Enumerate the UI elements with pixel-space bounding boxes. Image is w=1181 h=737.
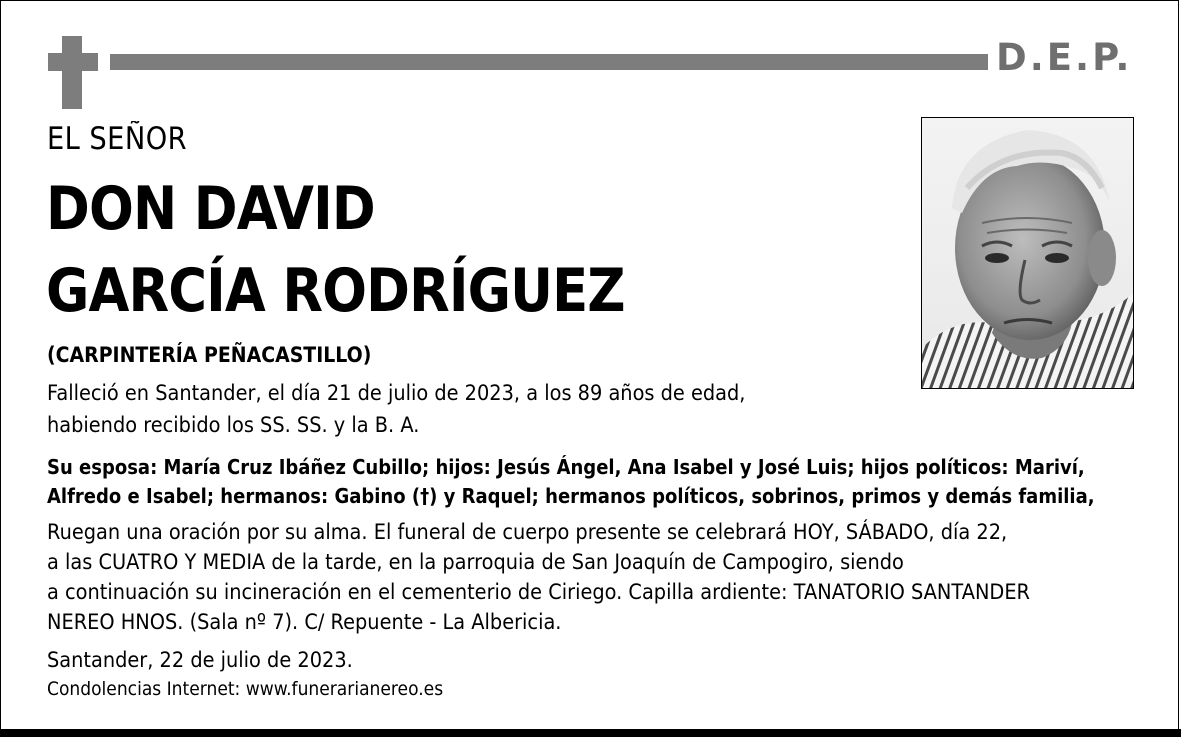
service-line-3: a continuación su incineración en el cementerio de Ciriego. Capilla ardiente: TANATORIO SANTANDER xyxy=(47,580,1030,605)
service-line-1: Ruegan una oración por su alma. El funeral de cuerpo presente se celebrará HOY, SÁBADO, día 22, xyxy=(47,520,1008,545)
service-line-4: NEREO HNOS. (Sala nº 7). C/ Repuente - La Albericia. xyxy=(47,610,562,635)
date-place: Santander, 22 de julio de 2023. xyxy=(47,648,353,673)
business-name: (CARPINTERÍA PEÑACASTILLO) xyxy=(47,343,372,367)
cross-icon xyxy=(62,36,82,109)
deceased-name-line-1: DON DAVID xyxy=(46,174,375,244)
service-line-2: a las CUATRO Y MEDIA de la tarde, en la parroquia de San Joaquín de Campogiro, siendo xyxy=(47,550,904,575)
dep-label: D.E.P. xyxy=(996,36,1133,79)
header-rule xyxy=(110,54,988,70)
deceased-name-line-2: GARCÍA RODRÍGUEZ xyxy=(46,256,625,326)
honorific: EL SEÑOR xyxy=(47,121,188,157)
death-notice-line-2: habiendo recibido los SS. SS. y la B. A. xyxy=(47,413,420,438)
cross-icon-bar xyxy=(48,53,98,71)
portrait-photo xyxy=(921,117,1134,389)
footer-rule xyxy=(0,729,1181,737)
condolences-line: Condolencias Internet: www.funerarianereo.es xyxy=(47,678,444,700)
family-line-1: Su esposa: María Cruz Ibáñez Cubillo; hijos: Jesús Ángel, Ana Isabel y José Luis; hijos políticos: Mariví, xyxy=(47,455,1085,479)
family-line-2: Alfredo e Isabel; hermanos: Gabino (†) y Raquel; hermanos políticos, sobrinos, primos y demás familia, xyxy=(47,484,1095,508)
death-notice-line-1: Falleció en Santander, el día 21 de julio de 2023, a los 89 años de edad, xyxy=(47,381,746,406)
